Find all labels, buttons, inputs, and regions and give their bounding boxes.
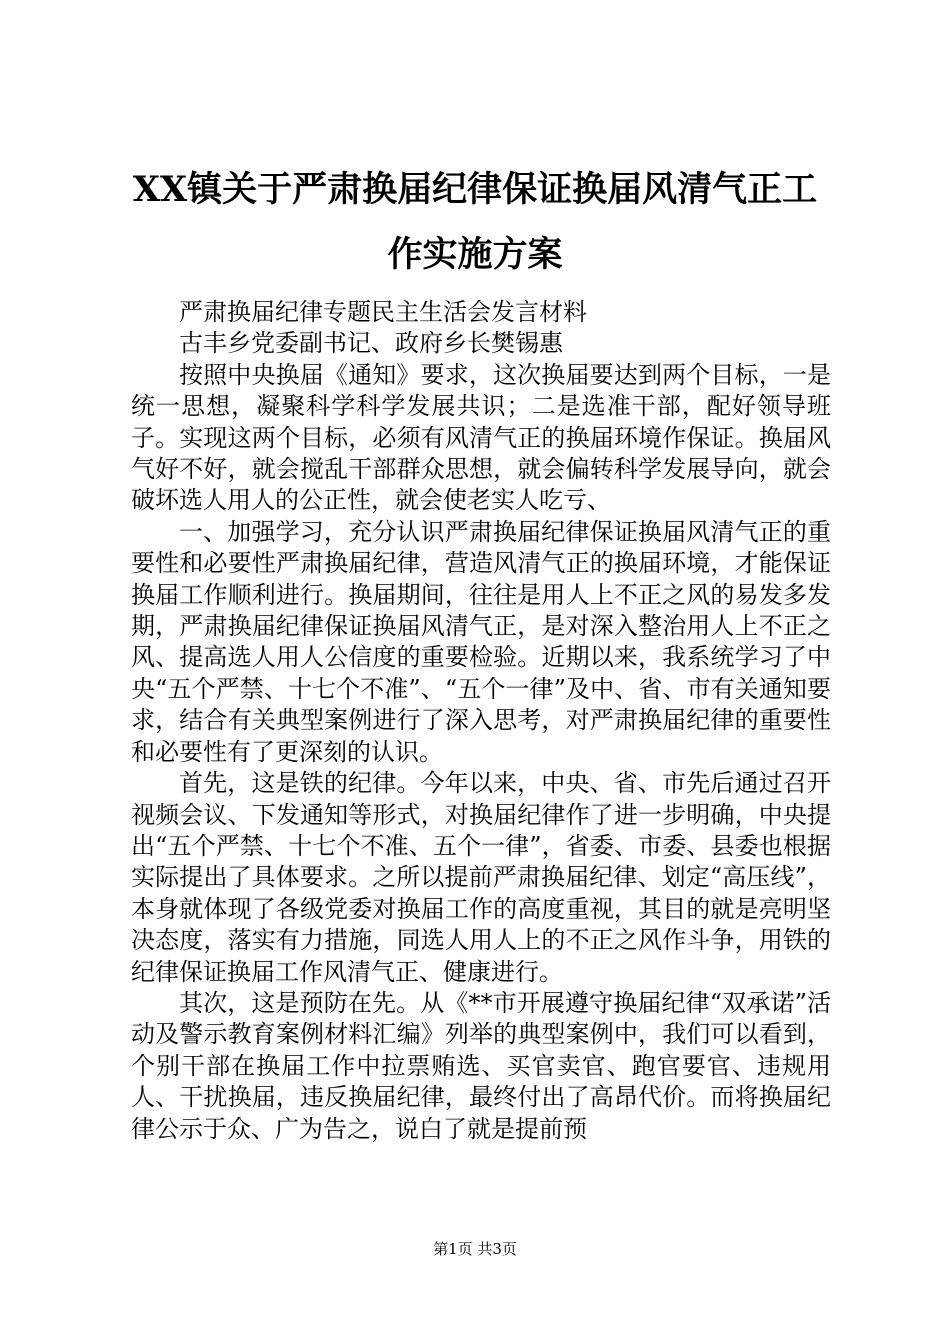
author-line: 古丰乡党委副书记、政府乡长樊锡惠 bbox=[179, 329, 563, 358]
paragraph: 按照中央换届《通知》要求，这次换届要达到两个目标，一是统一思想，凝聚科学科学发展共识；二是选准干部，配好领导班子。实现这两个目标，必须有风清气正的换届环境作保证。换届风气好不好，就会搅乱干部群众思想，就会偏转科学发展导向，就会破坏选人用人的公正性，就会使老实人吃亏、 bbox=[131, 360, 831, 515]
page-number: 第1页 共3页 bbox=[433, 1240, 517, 1258]
subtitle: 严肃换届纪律专题民主生活会发言材料 bbox=[179, 298, 587, 326]
title-line-2: 作实施方案 bbox=[387, 234, 563, 275]
document-body bbox=[131, 297, 831, 1145]
paragraph: 一、加强学习，充分认识严肃换届纪律保证换届风清气正的重要性和必要性严肃换届纪律，营造风清气正的换届环境，才能保证换届工作顺利进行。换届期间，往往是用人上不正之风的易发多发期，严肃换届纪律保证换届风清气正，是对深入整治用人上不正之风、提高选人用人公信度的重要检验。近期以来，我系统学习了中央“五个严禁、十七个不准”、“五个一律”及中、省、市有关通知要求，结合有关典型案例进行了深入思考，对严肃换届纪律的重要性和必要性有了更深刻的认识。 bbox=[131, 517, 831, 766]
title-line-1: XX镇关于严肃换届纪律保证换届风清气正工 bbox=[132, 169, 818, 210]
paragraph: 首先，这是铁的纪律。今年以来，中央、省、市先后通过召开视频会议、下发通知等形式，对换届纪律作了进一步明确，中央提出“五个严禁、十七个不准、五个一律”，省委、市委、县委也根据实际提出了具体要求。之所以提前严肃换届纪律、划定“高压线”，本身就体现了各级党委对换届工作的高度重视，其目的就是亮明坚决态度，落实有力措施，同选人用人上的不正之风作斗争，用铁的纪律保证换届工作风清气正、健康进行。 bbox=[131, 769, 831, 986]
paragraph: 其次，这是预防在先。从《**市开展遵守换届纪律“双承诺”活动及警示教育案例材料汇编》列举的典型案例中，我们可以看到，个别干部在换届工作中拉票贿选、买官卖官、跑官要官、违规用人、干扰换届，违反换届纪律，最终付出了高昂代价。而将换届纪律公示于众、广为告之，说白了就是提前预 bbox=[131, 988, 831, 1143]
document-title bbox=[130, 157, 820, 287]
